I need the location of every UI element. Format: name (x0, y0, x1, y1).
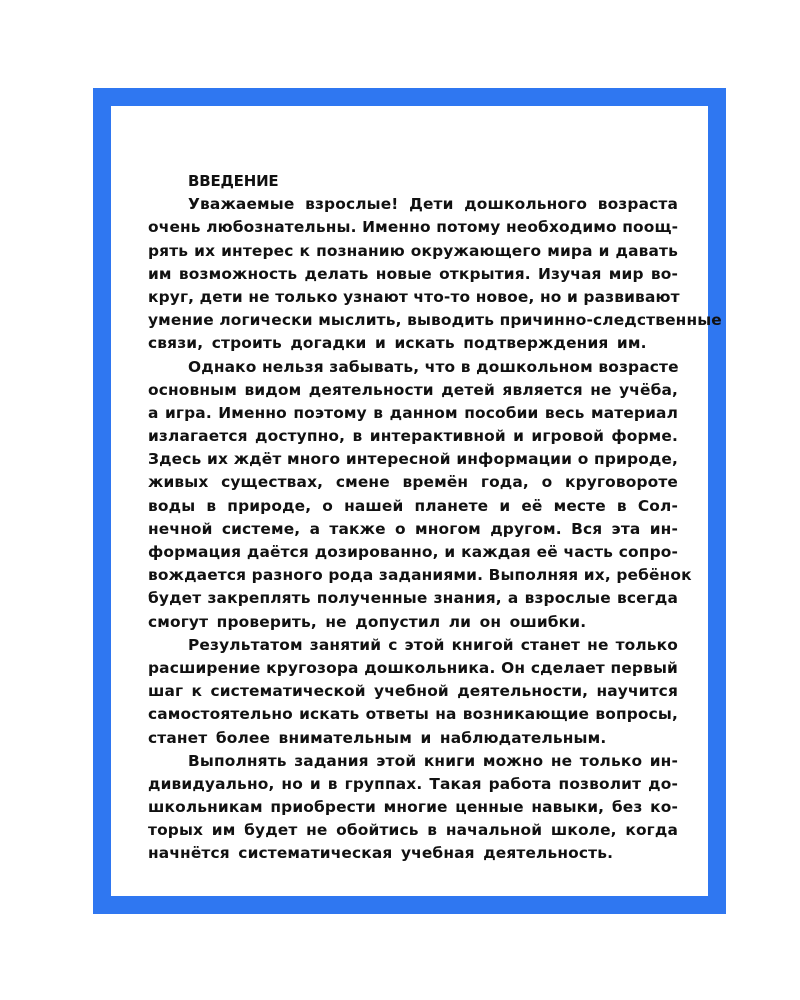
text-line: формация даётся дозированно, и каждая её часть сопро- (148, 543, 678, 562)
text-line: торых им будет не обойтись в начальной школе, когда (148, 821, 678, 840)
text-line: Здесь их ждёт много интересной информации о природе, (148, 450, 678, 469)
text-line: Однако нельзя забывать, что в дошкольном возрасте (188, 357, 679, 376)
paragraph-2 (148, 356, 692, 634)
text-line: основным видом деятельности детей является не учёба, (148, 380, 678, 399)
text-line: воды в природе, о нашей планете и её месте в Сол- (148, 496, 678, 515)
text-line: живых существах, смене времён года, о круговороте (148, 473, 678, 492)
text-line: Результатом занятий с этой книгой станет не только (188, 635, 678, 654)
text-line: шаг к систематической учебной деятельности, научится (148, 682, 678, 701)
text-line: смогут проверить, не допустил ли он ошибки. (148, 612, 587, 631)
text-line: самостоятельно искать ответы на возникающие вопросы, (148, 705, 678, 724)
paragraph-1 (148, 193, 722, 355)
paragraph-4 (148, 750, 678, 866)
text-line: станет более внимательным и наблюдательным. (148, 728, 607, 747)
text-line: вождается разного рода заданиями. Выполняя их, ребёнок (148, 566, 692, 585)
text-line: дивидуально, но и в группах. Такая работа позволит до- (148, 774, 678, 793)
text-line: им возможность делать новые открытия. Изучая мир во- (148, 264, 678, 283)
text-line: очень любознательны. Именно потому необходимо поощ- (148, 218, 679, 237)
text-line: Выполнять задания этой книги можно не только ин- (188, 751, 678, 770)
text-line: нечной системе, а также о многом другом. Вся эта ин- (148, 519, 678, 538)
text-line: будет закреплять полученные знания, а взрослые всегда (148, 589, 678, 608)
text-line: рять их интерес к познанию окружающего мира и давать (148, 241, 678, 260)
text-line: Уважаемые взрослые! Дети дошкольного возраста (188, 195, 678, 214)
text-line: школьникам приобрести многие ценные навыки, без ко- (148, 798, 678, 817)
text-line: излагается доступно, в интерактивной и игровой форме. (148, 427, 678, 446)
text-line: умение логически мыслить, выводить причинно-следственные (148, 311, 722, 330)
section-heading: ВВЕДЕНИЕ (188, 172, 279, 190)
text-line: связи, строить догадки и искать подтверждения им. (148, 334, 647, 353)
paragraph-3 (148, 634, 678, 750)
text-line: круг, дети не только узнают что-то новое, но и развивают (148, 287, 680, 306)
text-line: начнётся систематическая учебная деятельность. (148, 844, 614, 863)
document-body (148, 170, 722, 866)
text-line: а игра. Именно поэтому в данном пособии весь материал (148, 403, 678, 422)
text-line: расширение кругозора дошкольника. Он сделает первый (148, 658, 678, 677)
